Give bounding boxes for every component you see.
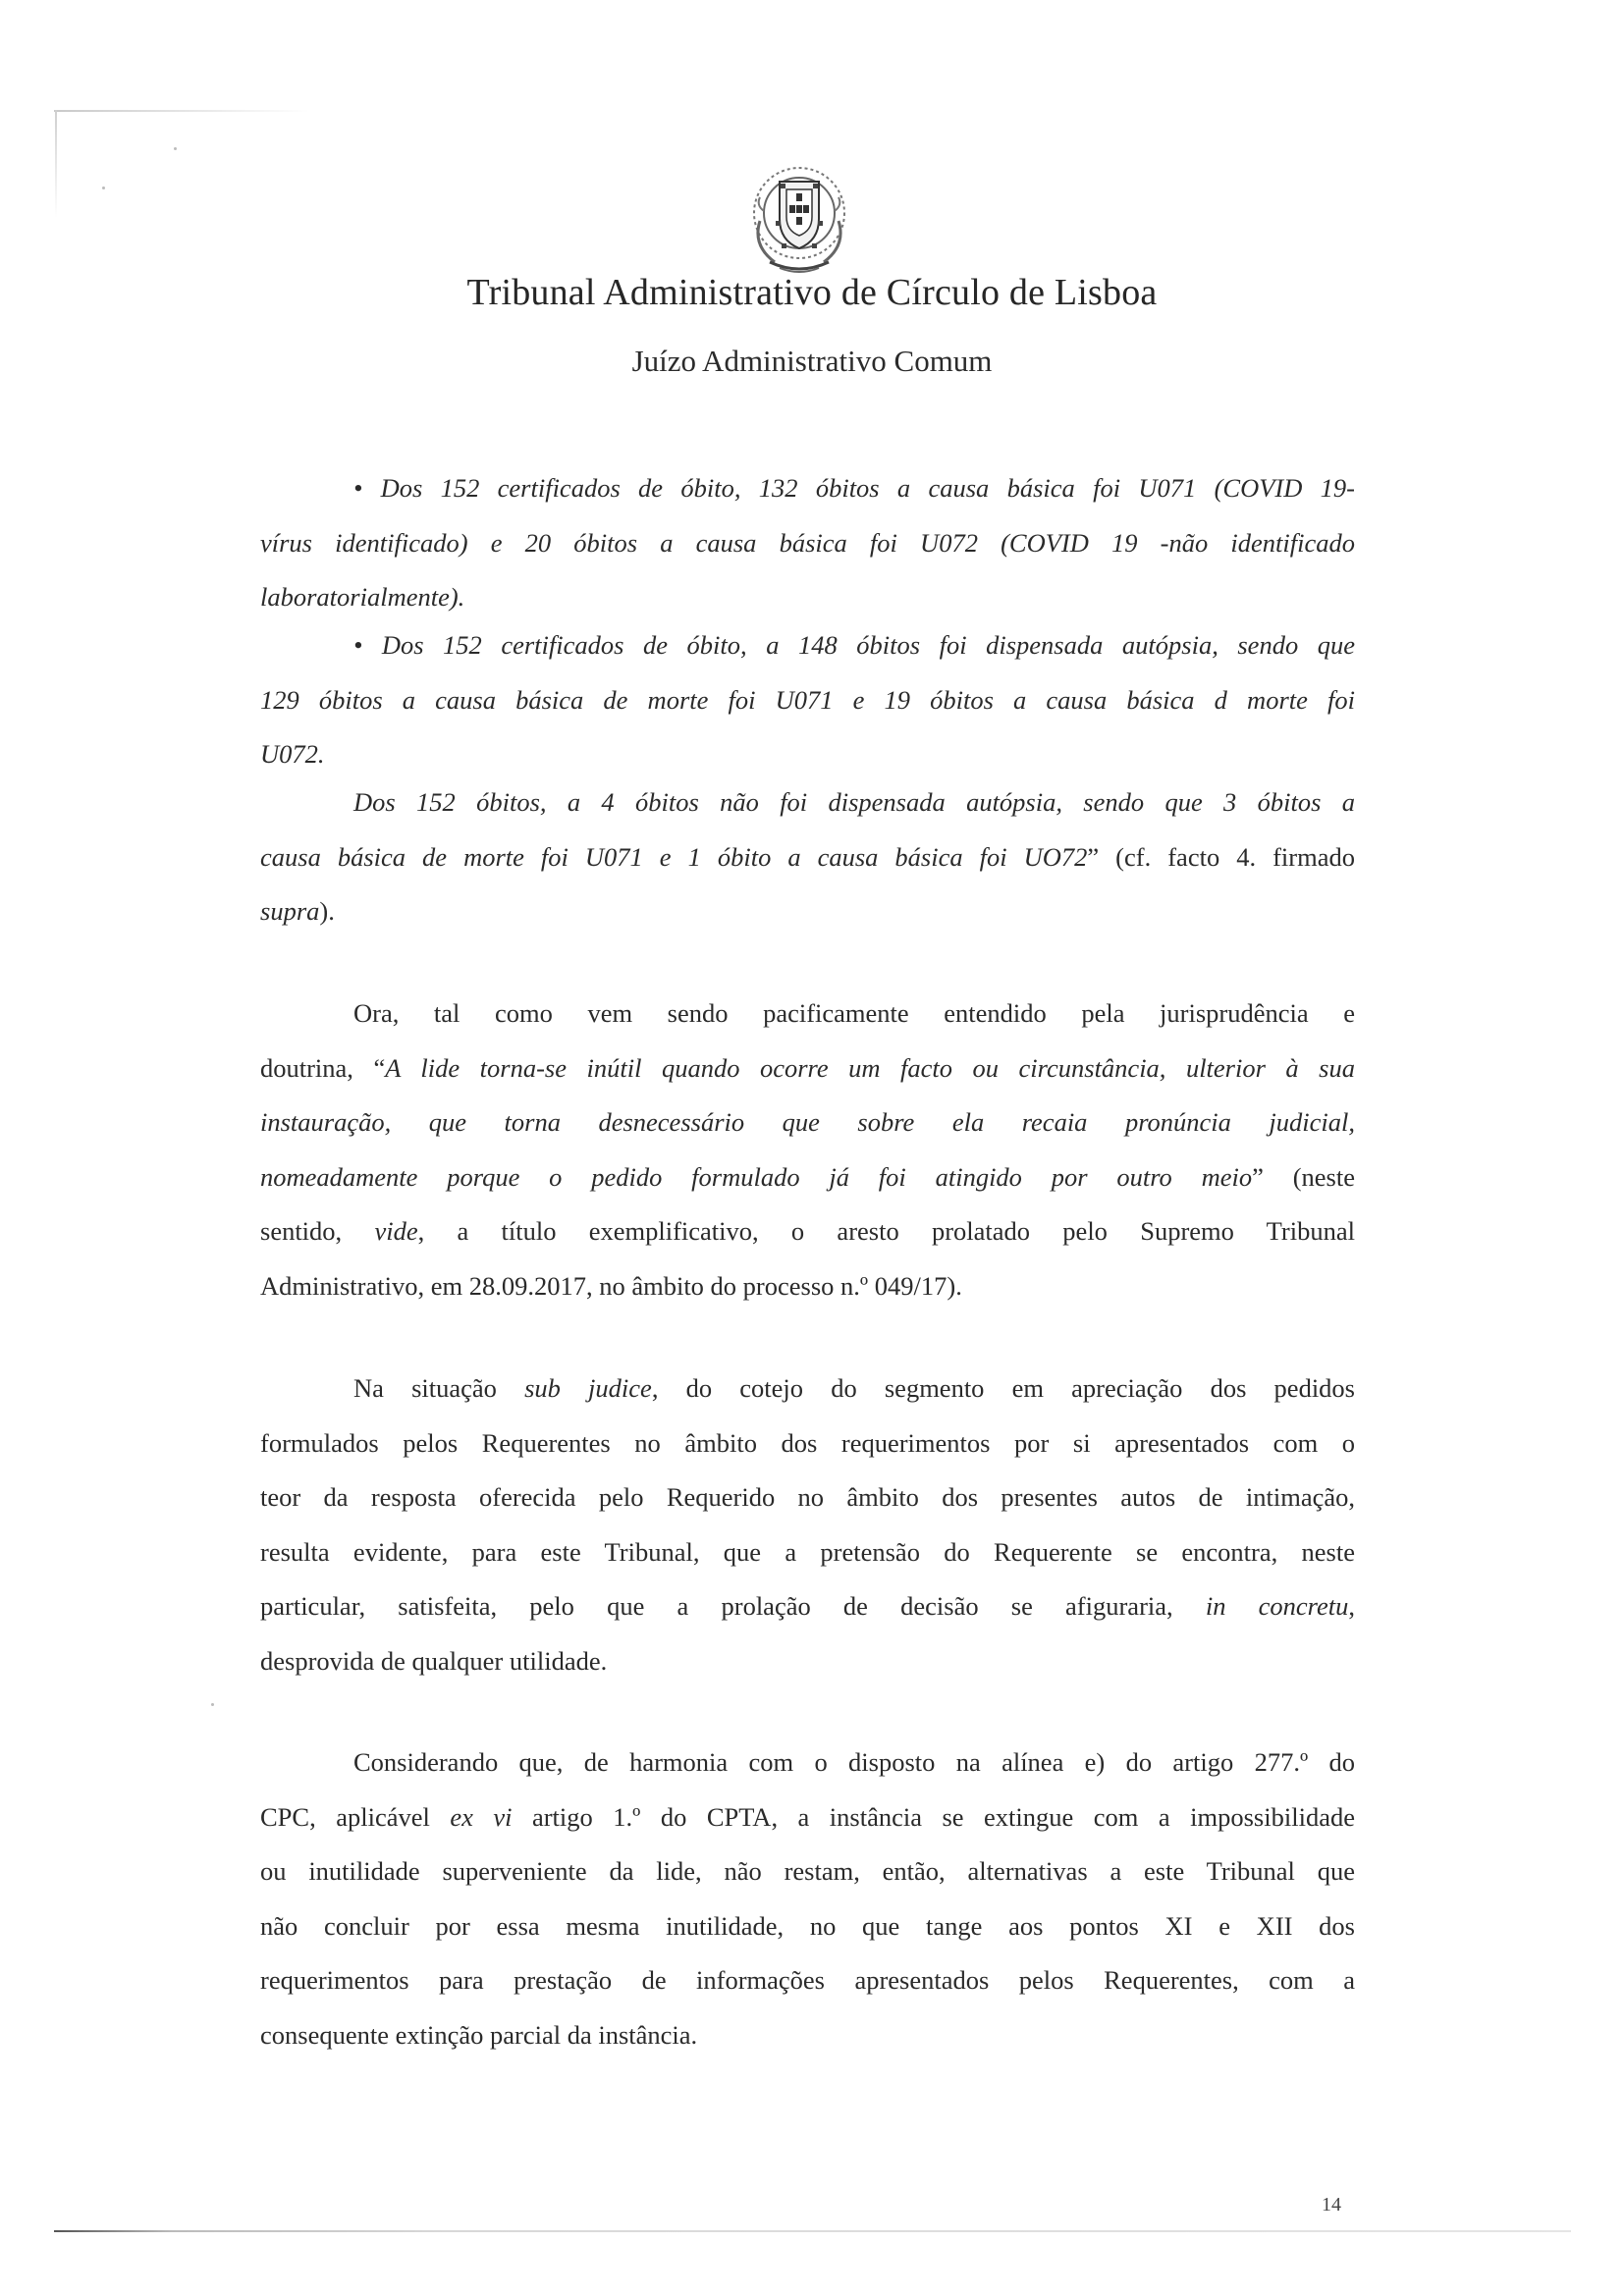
text-span: , do cotejo do segmento em apreciação dos pedidos	[651, 1373, 1355, 1403]
quote-bullet-1	[260, 461, 1355, 625]
body-paragraph-3	[260, 1735, 1355, 2062]
text-line: instauração, que torna desnecessário que sobre ela recaia pronúncia judicial,	[260, 1107, 1355, 1137]
text-span: , a título exemplificativo, o aresto prolatado pelo Supremo Tribunal	[417, 1216, 1355, 1246]
text-span: ).	[319, 896, 335, 926]
coat-of-arms-icon	[731, 152, 868, 290]
text-line: consequente extinção parcial da instância.	[260, 2019, 698, 2050]
text-span: Na situação	[353, 1373, 525, 1403]
text-line	[260, 1362, 1355, 1416]
italic-span: causa básica de morte foi U071 e 1 óbito a causa básica foi UO72	[260, 841, 1088, 872]
scan-speck	[174, 147, 177, 150]
text-line	[260, 1204, 1355, 1259]
text-line: • Dos 152 certificados de óbito, 132 óbitos a causa básica foi U071 (COVID 19-	[353, 473, 1355, 503]
italic-span: sub judice	[524, 1373, 652, 1403]
text-line	[260, 884, 1355, 939]
scan-edge-bottom	[54, 2230, 1571, 2232]
text-line: 129 óbitos a causa básica de morte foi U071 e 19 óbitos a causa básica d morte foi	[260, 684, 1355, 715]
text-line: laboratorialmente).	[260, 582, 465, 612]
text-line	[260, 830, 1355, 885]
text-line: Considerando que, de harmonia com o disposto na alínea e) do artigo 277.º do	[353, 1747, 1355, 1777]
text-line: teor da resposta oferecida pelo Requerido no âmbito dos presentes autos de intimação,	[260, 1482, 1355, 1512]
italic-span: A lide torna-se inútil quando ocorre um facto ou circunstância, ulterior à sua	[385, 1052, 1355, 1083]
scan-edge-left	[55, 110, 57, 218]
text-span: ” (neste	[1252, 1161, 1355, 1192]
court-name: Tribunal Administrativo de Círculo de Lisboa	[466, 272, 1158, 313]
text-span: sentido,	[260, 1216, 375, 1246]
text-line: vírus identificado) e 20 óbitos a causa básica foi U072 (COVID 19 -não identificado	[260, 527, 1355, 558]
text-line: Ora, tal como vem sendo pacificamente entendido pela jurisprudência e	[353, 998, 1355, 1028]
text-line: não concluir por essa mesma inutilidade, no que tange aos pontos XI e XII dos	[260, 1910, 1355, 1941]
text-span: artigo 1.º do CPTA, a instância se extingue com a impossibilidade	[512, 1801, 1355, 1832]
text-line: formulados pelos Requerentes no âmbito dos requerimentos por si apresentados com o	[260, 1427, 1355, 1458]
italic-span: ex vi	[450, 1801, 513, 1832]
court-division: Juízo Administrativo Comum	[631, 344, 993, 378]
text-line: ou inutilidade superveniente da lide, não restam, então, alternativas a este Tribunal que	[260, 1856, 1355, 1886]
text-line	[260, 1790, 1355, 1845]
text-line	[260, 1150, 1355, 1205]
text-line	[260, 1579, 1355, 1634]
italic-span: supra	[260, 896, 320, 926]
scan-speck	[211, 1703, 214, 1706]
text-line: Dos 152 óbitos, a 4 óbitos não foi dispensada autópsia, sendo que 3 óbitos a	[353, 787, 1355, 817]
text-span: CPC, aplicável	[260, 1801, 451, 1832]
text-span: ” (cf. facto 4. firmado	[1087, 841, 1355, 872]
text-span: ,	[1348, 1591, 1355, 1621]
text-span: doutrina, “	[260, 1052, 386, 1083]
italic-span: vide	[374, 1216, 418, 1246]
text-line: • Dos 152 certificados de óbito, a 148 óbitos foi dispensada autópsia, sendo que	[353, 630, 1355, 660]
text-line: resulta evidente, para este Tribunal, que a pretensão do Requerente se encontra, neste	[260, 1536, 1355, 1567]
scan-speck	[102, 187, 105, 189]
italic-span: in concretu	[1205, 1591, 1349, 1621]
text-line: requerimentos para prestação de informações apresentados pelos Requerentes, com a	[260, 1965, 1355, 1995]
quote-bullet-2	[260, 618, 1355, 782]
text-line: U072.	[260, 739, 325, 769]
page-number: 14	[1322, 2194, 1341, 2216]
scan-edge-top	[54, 110, 309, 112]
text-line	[260, 1041, 1355, 1096]
text-span: particular, satisfeita, pelo que a prolação de decisão se afiguraria,	[260, 1591, 1206, 1621]
quote-paragraph-3	[260, 775, 1355, 939]
text-line: desprovida de qualquer utilidade.	[260, 1645, 608, 1676]
body-paragraph-2	[260, 1362, 1355, 1688]
body-paragraph-1	[260, 987, 1355, 1313]
text-line: Administrativo, em 28.09.2017, no âmbito do processo n.º 049/17).	[260, 1270, 962, 1301]
italic-span: nomeadamente porque o pedido formulado já foi atingido por outro meio	[260, 1161, 1253, 1192]
